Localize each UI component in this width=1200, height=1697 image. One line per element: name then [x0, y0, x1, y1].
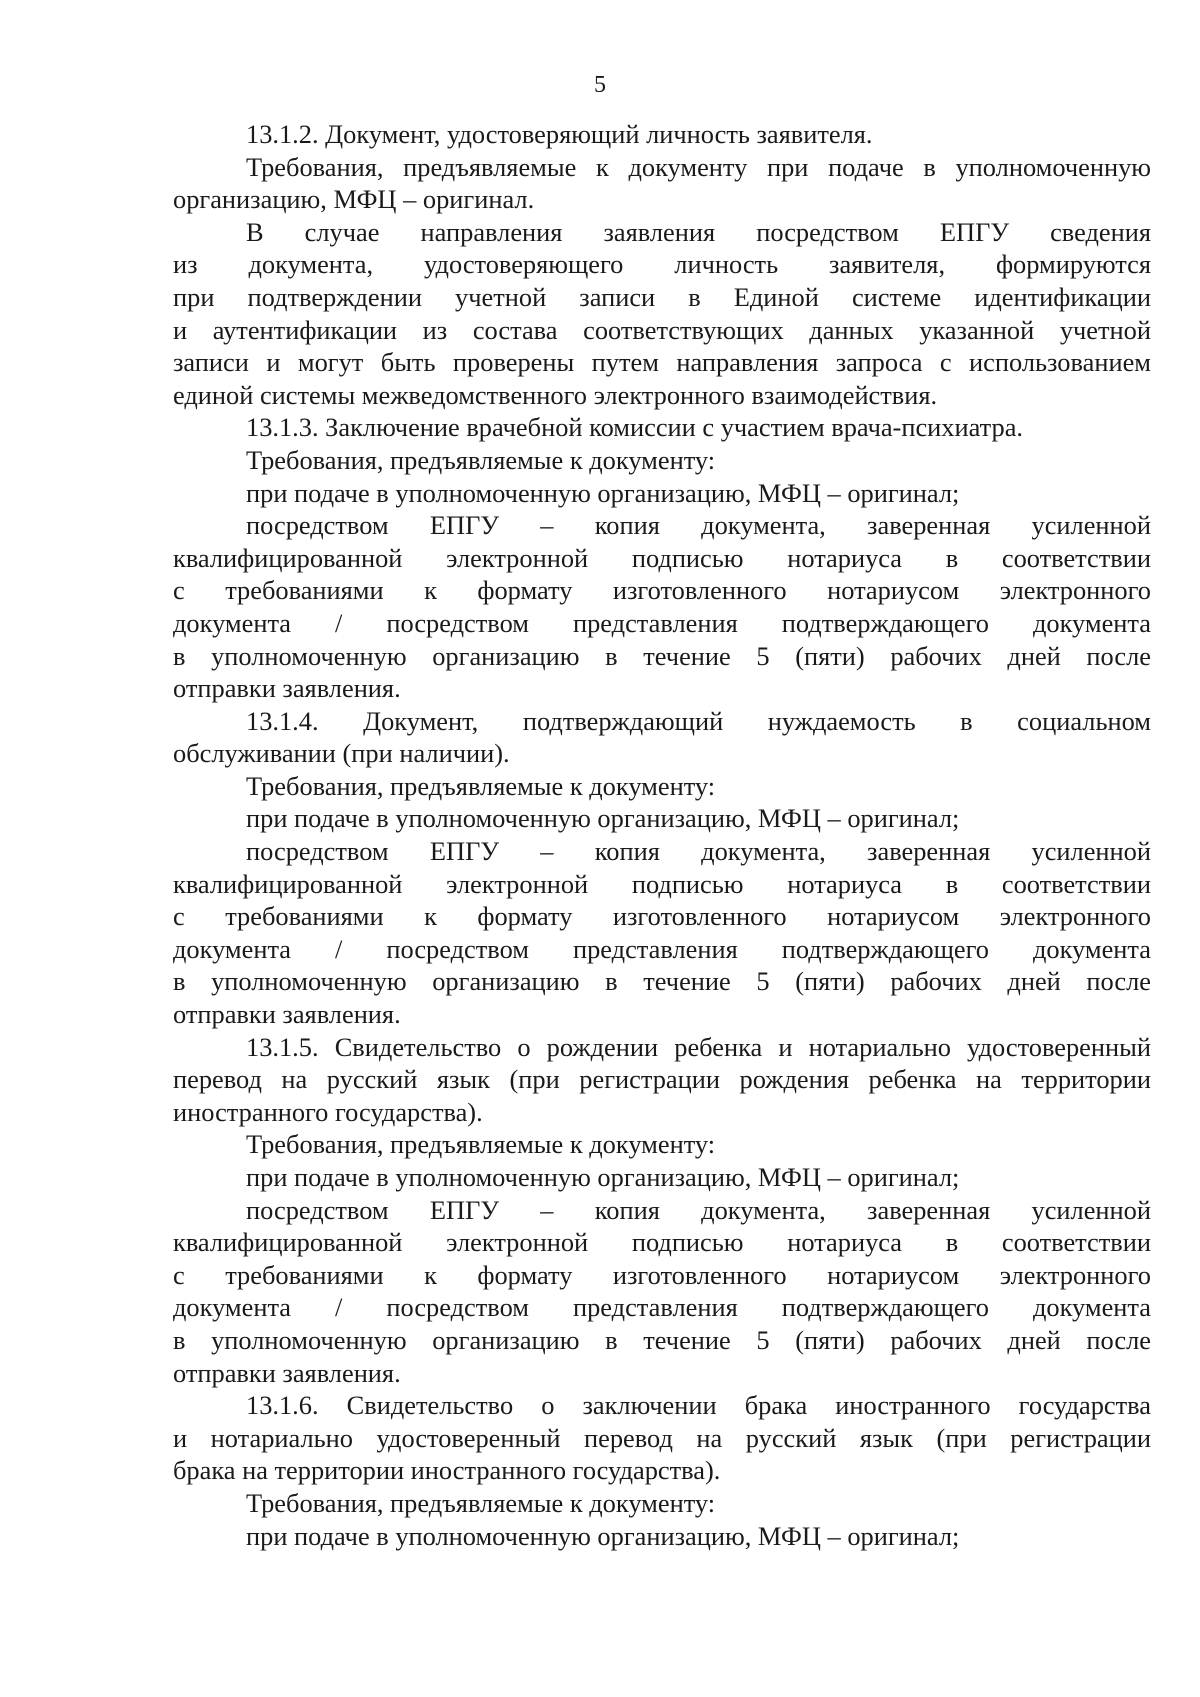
paragraph-line: с требованиями к формату изготовленного нотариусом электронного: [173, 901, 1151, 932]
paragraph: при подаче в уполномоченную организацию, МФЦ – оригинал;: [246, 477, 960, 508]
paragraph-line: и нотариально удостоверенный перевод на русский язык (при регистрации: [173, 1422, 1151, 1453]
paragraph-line: перевод на русский язык (при регистрации рождения ребенка на территории: [173, 1064, 1151, 1095]
paragraph-line: при подтверждении учетной записи в Единой системе идентификации: [173, 281, 1151, 312]
paragraph-line: в уполномоченную организацию в течение 5 (пяти) рабочих дней после: [173, 640, 1151, 671]
paragraph-line: документа / посредством представления подтверждающего документа: [173, 607, 1151, 638]
paragraph-line: с требованиями к формату изготовленного нотариусом электронного: [173, 1259, 1151, 1290]
paragraph: Требования, предъявляемые к документу:: [246, 1487, 716, 1518]
paragraph-line: 13.1.6. Свидетельство о заключении брака иностранного государства: [246, 1390, 1151, 1421]
paragraph-line: посредством ЕПГУ – копия документа, заверенная усиленной: [246, 1194, 1151, 1225]
paragraph-line: документа / посредством представления подтверждающего документа: [173, 933, 1151, 964]
paragraph: 13.1.3. Заключение врачебной комиссии с участием врача-психиатра.: [246, 412, 1024, 443]
paragraph-line: обслуживании (при наличии).: [173, 738, 510, 769]
paragraph-line: квалифицированной электронной подписью нотариуса в соответствии: [173, 542, 1151, 573]
paragraph: при подаче в уполномоченную организацию, МФЦ – оригинал;: [246, 1520, 960, 1551]
paragraph-line: организацию, МФЦ – оригинал.: [173, 184, 535, 215]
paragraph-line: посредством ЕПГУ – копия документа, заверенная усиленной: [246, 836, 1151, 867]
paragraph-line: отправки заявления.: [173, 1357, 401, 1388]
paragraph: при подаче в уполномоченную организацию, МФЦ – оригинал;: [246, 803, 960, 834]
paragraph-line: отправки заявления.: [173, 999, 401, 1030]
paragraph: [173, 1031, 1151, 1129]
paragraph-line: документа / посредством представления подтверждающего документа: [173, 1292, 1151, 1323]
paragraph-line: В случае направления заявления посредством ЕПГУ сведения: [246, 216, 1151, 247]
paragraph: Требования, предъявляемые к документу:: [246, 1129, 716, 1160]
paragraph-line: единой системы межведомственного электронного взаимодействия.: [173, 379, 938, 410]
paragraph-line: посредством ЕПГУ – копия документа, заверенная усиленной: [246, 510, 1151, 541]
paragraph-line: брака на территории иностранного государства).: [173, 1455, 721, 1486]
paragraph-line: с требованиями к формату изготовленного нотариусом электронного: [173, 575, 1151, 606]
paragraph-line: 13.1.4. Документ, подтверждающий нуждаемость в социальном: [246, 705, 1151, 736]
paragraph-line: записи и могут быть проверены путем направления запроса с использованием: [173, 347, 1151, 378]
page-number: 5: [594, 72, 606, 98]
paragraph-line: в уполномоченную организацию в течение 5 (пяти) рабочих дней после: [173, 1324, 1151, 1355]
paragraph: [173, 216, 1151, 412]
paragraph: при подаче в уполномоченную организацию, МФЦ – оригинал;: [246, 1162, 960, 1192]
paragraph-line: иностранного государства).: [173, 1096, 483, 1127]
paragraph: [173, 1389, 1151, 1487]
paragraph: [173, 835, 1151, 1031]
paragraph: [173, 705, 1151, 770]
paragraph-line: квалифицированной электронной подписью нотариуса в соответствии: [173, 1227, 1151, 1258]
paragraph-line: в уполномоченную организацию в течение 5 (пяти) рабочих дней после: [173, 966, 1151, 997]
paragraph: Требования, предъявляемые к документу:: [246, 770, 716, 801]
document-body: [173, 118, 1151, 1552]
paragraph: [173, 1194, 1151, 1390]
paragraph-line: Требования, предъявляемые к документу при подаче в уполномоченную: [246, 151, 1151, 182]
paragraph: [173, 151, 1151, 216]
paragraph: [173, 509, 1151, 705]
paragraph: 13.1.2. Документ, удостоверяющий личность заявителя.: [246, 119, 873, 149]
paragraph: Требования, предъявляемые к документу:: [246, 444, 716, 475]
paragraph-line: отправки заявления.: [173, 673, 401, 704]
paragraph-line: квалифицированной электронной подписью нотариуса в соответствии: [173, 868, 1151, 899]
paragraph-line: из документа, удостоверяющего личность заявителя, формируются: [173, 249, 1151, 280]
paragraph-line: и аутентификации из состава соответствующих данных указанной учетной: [173, 314, 1151, 345]
paragraph-line: 13.1.5. Свидетельство о рождении ребенка и нотариально удостоверенный: [246, 1031, 1151, 1062]
